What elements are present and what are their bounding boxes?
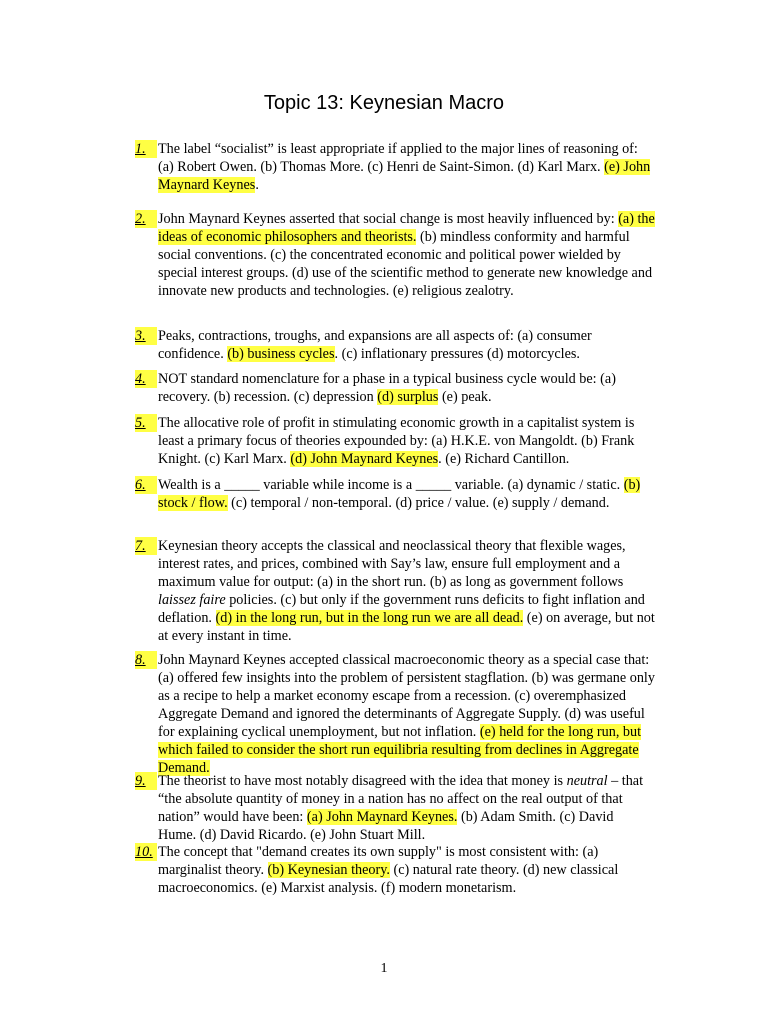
highlighted-answer: (e) held for the long run, but which failed to consider the short run equilibria resulting from declines in Aggregate Demand. (158, 724, 642, 776)
highlighted-answer: (a) the ideas of economic philosophers and theorists. (158, 211, 655, 245)
question-number: 9. (135, 772, 157, 790)
page-number: 1 (380, 961, 388, 976)
highlighted-answer: (d) John Maynard Keynes (290, 451, 439, 467)
question-text (158, 140, 655, 194)
question-item (135, 651, 655, 777)
question-text (158, 414, 655, 468)
text-segment: Keynesian theory accepts the classical and neoclassical theory that flexible wages, interest rates, and prices, combined with Say’s law, ensure full employment and a maximum value for output: (a) in the short run. (b) as long as government follows (158, 538, 626, 590)
highlighted-answer: (d) surplus (377, 389, 439, 405)
text-segment: The label “socialist” is least appropriate if applied to the major lines of reasoning of: (a) Robert Owen. (b) Thomas More. (c) Henri de Saint-Simon. (d) Karl Marx. (158, 141, 638, 175)
text-segment: John Maynard Keynes accepted classical macroeconomic theory as a special case that: (a) offered few insights into the problem of persistent stagflation. (b) was germane only as a recipe to help a market economy escape from a recession. (c) overemphasized Aggregate Demand and ignored the determinants of Aggregate Supply. (d) was useful for explaining cyclical unemployment, but not inflation. (158, 652, 655, 740)
page-title: Topic 13: Keynesian Macro (263, 92, 505, 114)
question-item (135, 210, 655, 300)
highlighted-answer: (a) John Maynard Keynes. (306, 809, 458, 825)
question-number: 5. (135, 414, 157, 432)
question-text (158, 537, 655, 645)
highlighted-answer: (e) John Maynard Keynes (158, 159, 651, 193)
question-item (135, 537, 655, 645)
question-item (135, 370, 655, 406)
question-item (135, 476, 655, 512)
italic-term: neutral (566, 773, 608, 789)
text-segment: (e) peak. (438, 389, 492, 405)
highlighted-answer: (d) in the long run, but in the long run we are all dead. (215, 610, 524, 626)
highlighted-answer: (b) stock / flow. (158, 477, 641, 511)
text-segment: NOT standard nomenclature for a phase in a typical business cycle would be: (a) recovery. (b) recession. (c) depression (158, 371, 616, 405)
question-number: 3. (135, 327, 157, 345)
text-segment: Wealth is a _____ variable while income is a _____ variable. (a) dynamic / static. (158, 477, 624, 493)
question-number: 6. (135, 476, 157, 494)
text-segment: . (e) Richard Cantillon. (438, 451, 570, 467)
question-item (135, 843, 655, 897)
text-segment: . (255, 177, 259, 193)
text-segment: (e) on average, but not at every instant in time. (158, 610, 655, 644)
text-segment: The concept that "demand creates its own supply" is most consistent with: (a) marginalist theory. (158, 844, 599, 878)
question-number: 10. (135, 843, 157, 861)
text-segment: Peaks, contractions, troughs, and expansions are all aspects of: (a) consumer confidence. (158, 328, 592, 362)
question-number: 8. (135, 651, 157, 669)
question-item (135, 327, 655, 363)
text-segment: (c) natural rate theory. (d) new classical macroeconomics. (e) Marxist analysis. (f) modern monetarism. (158, 862, 619, 896)
question-text (158, 370, 655, 406)
question-number: 2. (135, 210, 157, 228)
question-text (158, 772, 655, 844)
question-item (135, 140, 655, 194)
question-number: 1. (135, 140, 157, 158)
question-item (135, 772, 655, 844)
question-text (158, 843, 655, 897)
text-segment: policies. (c) but only if the government runs deficits to fight inflation and deflation. (158, 592, 645, 626)
text-segment: The theorist to have most notably disagreed with the idea that money is (158, 773, 567, 789)
text-segment: (b) Adam Smith. (c) David Hume. (d) David Ricardo. (e) John Stuart Mill. (158, 809, 614, 843)
highlighted-answer: (b) Keynesian theory. (267, 862, 390, 878)
text-segment: . (c) inflationary pressures (d) motorcycles. (334, 346, 580, 362)
question-text (158, 476, 655, 512)
question-number: 4. (135, 370, 157, 388)
text-segment: The allocative role of profit in stimulating economic growth in a capitalist system is least a primary focus of theories expounded by: (a) H.K.E. von Mangoldt. (b) Frank Knight. (c) Karl Marx. (158, 415, 635, 467)
question-text (158, 327, 655, 363)
text-segment: (b) mindless conformity and harmful social conventions. (c) the concentrated economic and political power wielded by special interest groups. (d) use of the scientific method to generate new knowledge and innovate new products and technologies. (e) religious zealotry. (158, 229, 653, 299)
italic-term: laissez faire (158, 592, 226, 608)
question-item (135, 414, 655, 468)
highlighted-answer: (b) business cycles (227, 346, 335, 362)
text-segment: – that “the absolute quantity of money in a nation has no affect on the real output of that nation” would have been: (158, 773, 644, 825)
text-segment: (c) temporal / non-temporal. (d) price / value. (e) supply / demand. (227, 495, 610, 511)
question-text (158, 651, 655, 777)
question-number: 7. (135, 537, 157, 555)
text-segment: John Maynard Keynes asserted that social change is most heavily influenced by: (158, 211, 619, 227)
question-text (158, 210, 655, 300)
